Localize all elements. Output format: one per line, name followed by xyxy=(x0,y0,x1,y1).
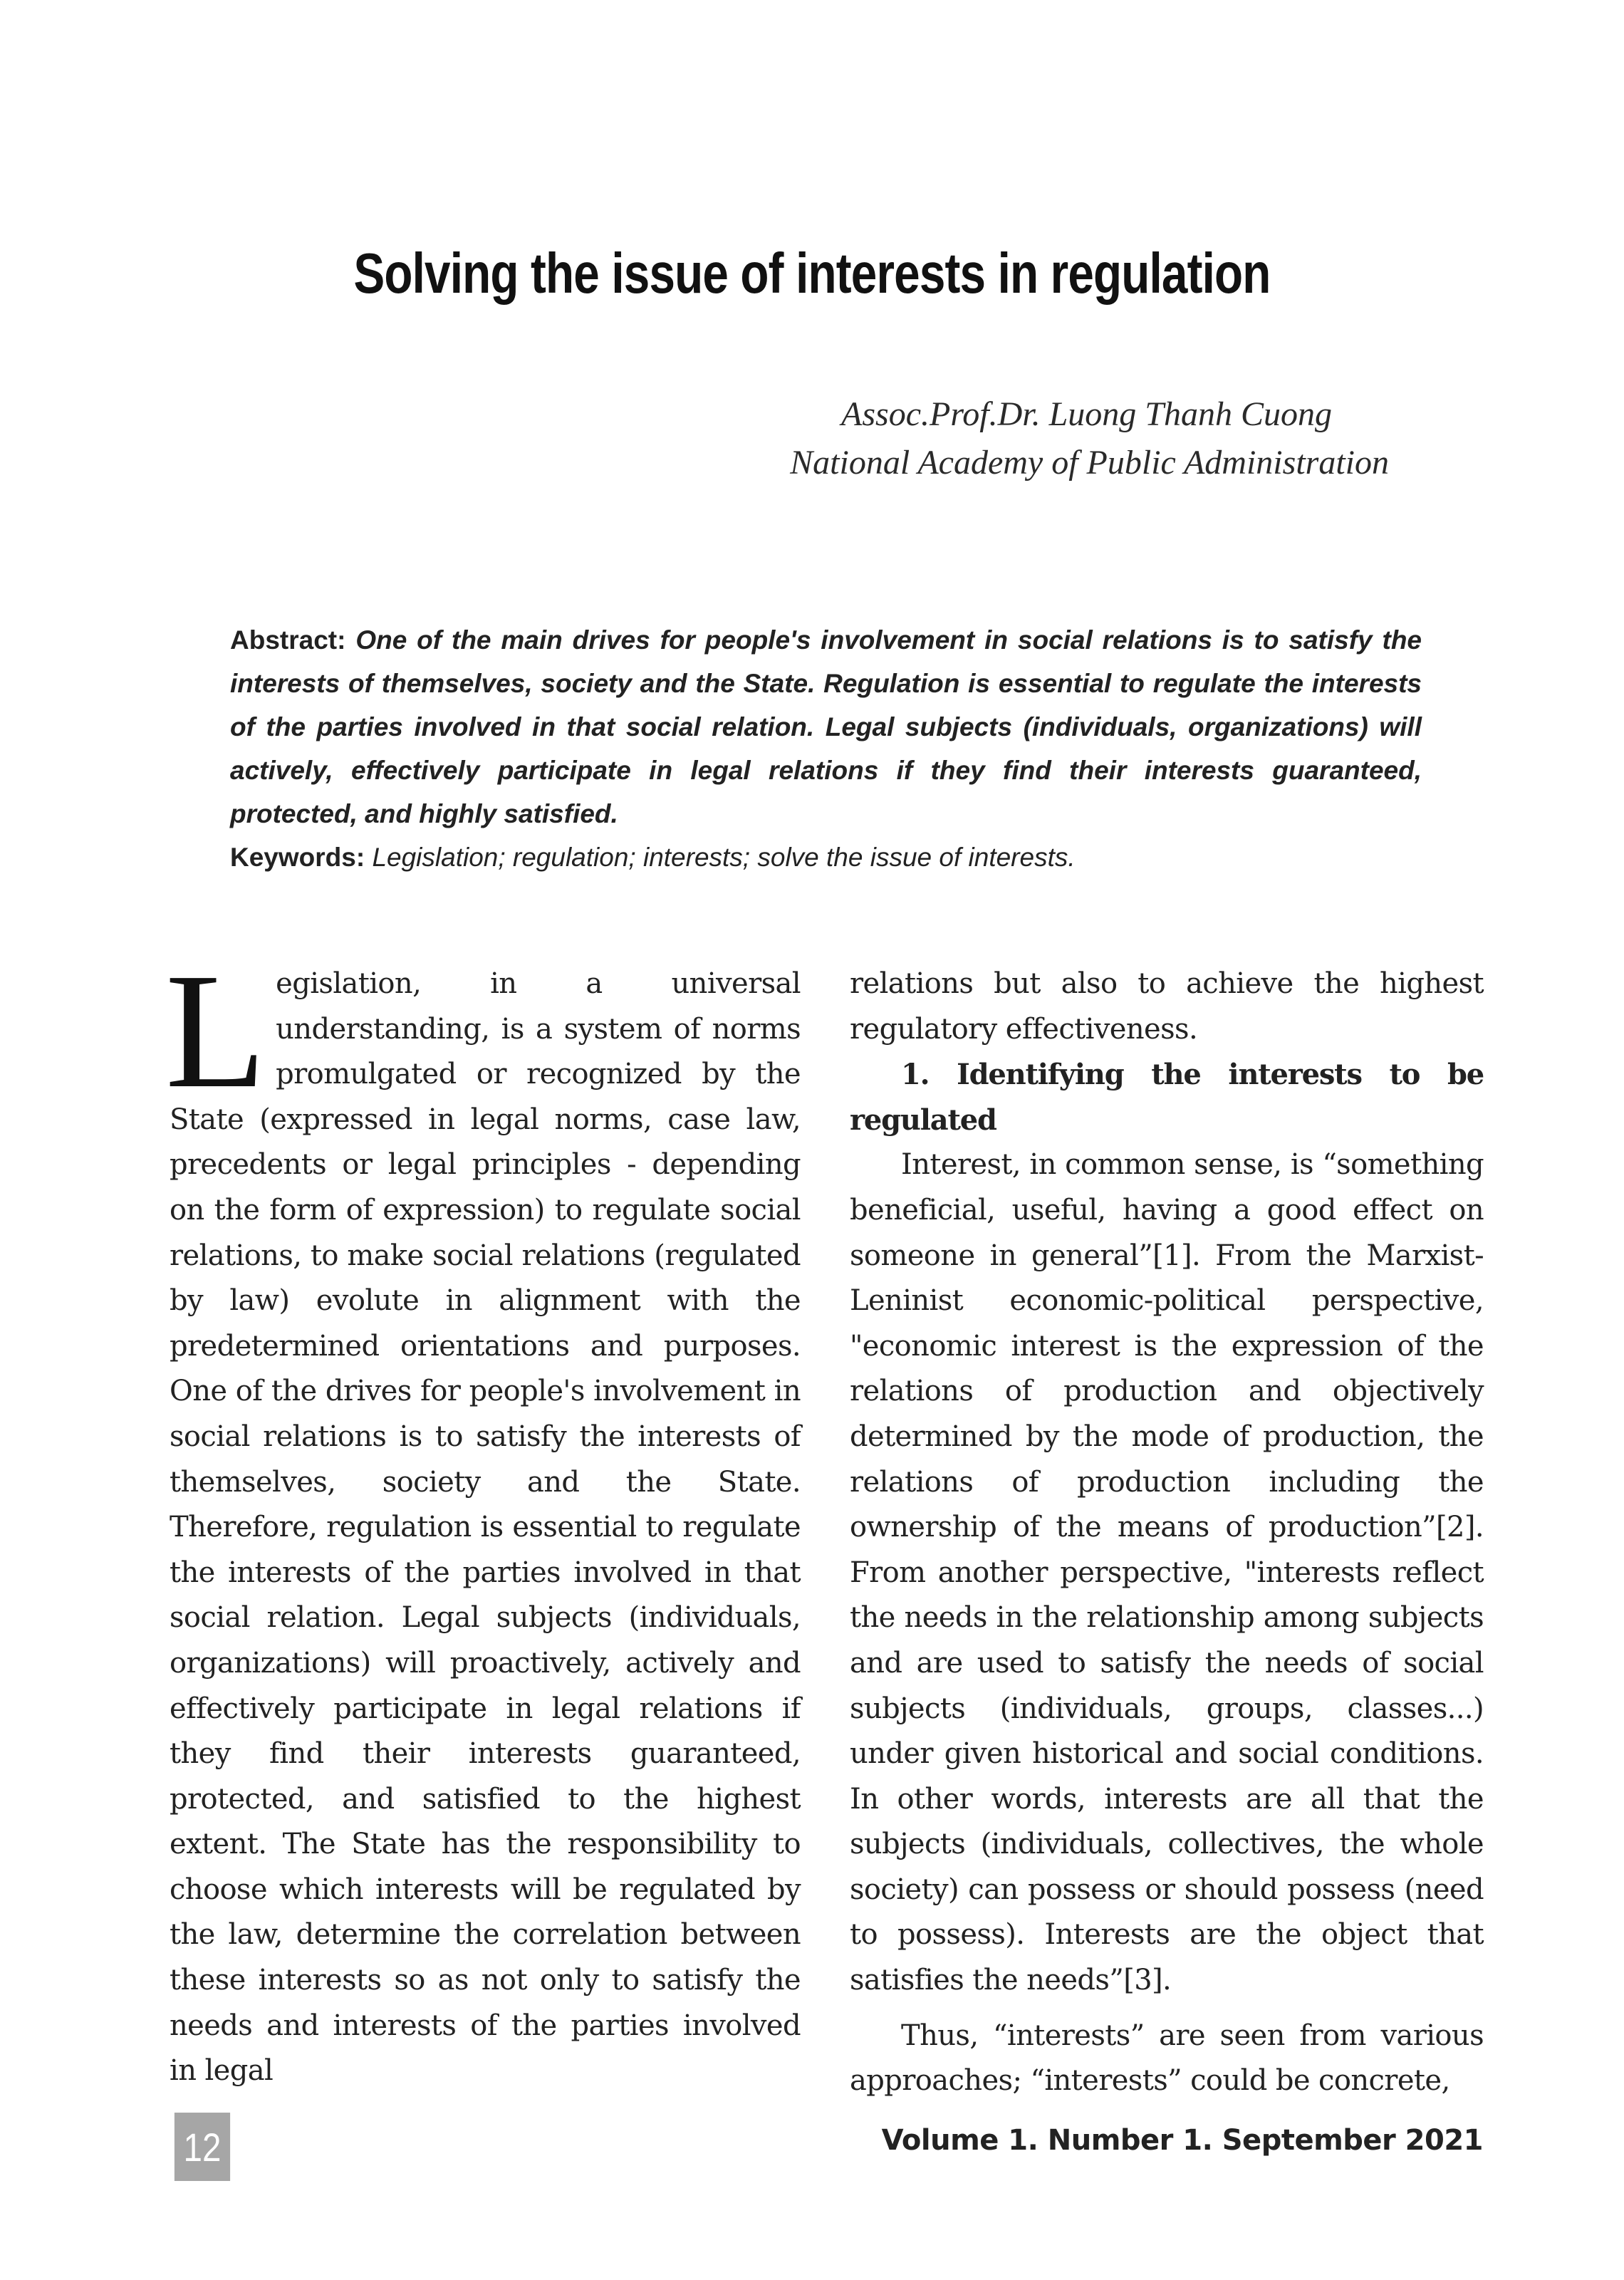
author-block xyxy=(677,390,1389,487)
body-column-right xyxy=(850,962,1484,2104)
keywords-line xyxy=(230,836,1422,879)
page-number: 12 xyxy=(175,2113,230,2181)
keywords-label: Keywords: xyxy=(230,843,365,872)
body-paragraph: Thus, “interests” are seen from various approaches; “interests” could be concrete, xyxy=(850,2019,1484,2098)
body-column-left xyxy=(165,939,801,2094)
abstract-block xyxy=(230,618,1422,879)
keywords-text: Legislation; regulation; interests; solve the issue of interests. xyxy=(372,843,1076,872)
section-heading: 1. Identifying the interests to be regulated xyxy=(850,1058,1484,1137)
drop-cap: L xyxy=(165,939,266,1123)
intro-paragraph xyxy=(165,939,801,2094)
body-paragraph: Interest, in common sense, is “something beneficial, useful, having a good effect on someone in general”[1]. From the Marxist-Leninist economic-political perspective, "economic interest is the expression of the relations of production and objectively determined by the mode of production, the relations of production including the ownership of the means of production”[2]. From another perspective, "interests reflect the needs in the relationship among subjects and are used to satisfy the needs of social subjects (individuals, groups, classes...) under given historical and social conditions. In other words, interests are all that the subjects (individuals, collectives, the whole society) can possess or should possess (need to possess). Interests are the object that satisfies the needs”[3]. xyxy=(850,1148,1484,1997)
intro-text: egislation, in a universal understanding, is a system of norms promulgated or recognized by the State (expressed in legal norms, case law, precedents or legal principles - depending on the form of expression) to regulate social relations, to make social relations (regulated by law) evolute in alignment with the predetermined orientations and purposes. One of the drives for people's involvement in social relations is to satisfy the interests of themselves, society and the State. Therefore, regulation is essential to regulate the interests of the parties involved in that social relation. Legal subjects (individuals, organizations) will proactively, actively and effectively participate in legal relations if they find their interests guaranteed, protected, and satisfied to the highest extent. The State has the responsibility to choose which interests will be regulated by the law, determine the correlation between these interests so as not only to satisfy the needs and interests of the parties involved in legal xyxy=(170,967,801,2088)
continuation-text: relations but also to achieve the highest regulatory effectiveness. xyxy=(850,967,1484,1046)
volume-info: Volume 1. Number 1. September 2021 xyxy=(881,2124,1483,2157)
article-title: Solving the issue of interests in regulation xyxy=(353,241,1271,305)
author-name: Assoc.Prof.Dr. Luong Thanh Cuong xyxy=(841,395,1332,433)
author-affiliation: National Academy of Public Administration xyxy=(790,444,1389,481)
abstract-text: One of the main drives for people's involvement in social relations is to satisfy the interests of themselves, society and the State. Regulation is essential to regulate the interests of the parties involved in that social relation. Legal subjects (individuals, organizations) will actively, effectively participate in legal relations if they find their interests guaranteed, protected, and highly satisfied. xyxy=(230,625,1422,828)
abstract-label: Abstract: xyxy=(230,625,346,655)
